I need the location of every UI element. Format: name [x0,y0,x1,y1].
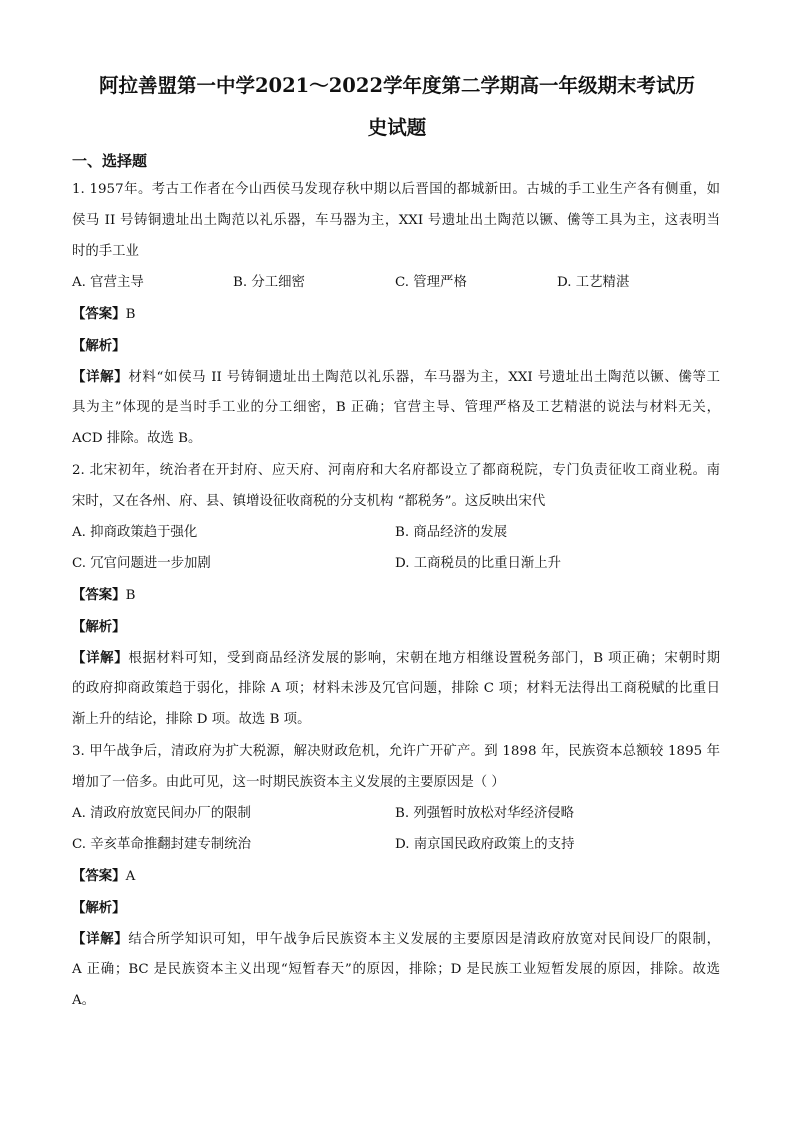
q2-option-b: B. 商品经济的发展 [395,525,508,540]
q3-stem-line-1: 3. 甲午战争后，清政府为扩大税源，解决财政危机，允许广开矿产。到 1898 年，民族资本总额较 1895 年 [72,744,720,759]
detail-text: 根据材料可知，受到商品经济发展的影响，宋朝在地方相继设置税务部门，B 项正确；宋朝时期 [128,651,721,666]
q2-stem-line-2: 宋时，又在各州、府、县、镇增设征收商税的分支机构 “都税务”。这反映出宋代 [72,494,546,509]
answer-tag: 【答案】 [72,306,126,322]
q1-detail-line-1 [72,368,720,387]
q3-detail-line-2: A 正确；BC 是民族资本主义出现“短暂春天”的原因，排除；D 是民族工业短暂发展的原因，排除。故选 [72,962,720,977]
answer-value: B [125,588,136,603]
detail-tag: 【详解】 [72,369,129,385]
q1-stem-line-3: 时的手工业 [72,244,139,259]
q1-stem-line-2: 侯马 II 号铸铜遗址出土陶范以礼乐器，车马器为主，XXI 号遗址出土陶范以镢、儯等工具为主，这表明当 [72,213,720,228]
q1-option-b: B. 分工细密 [233,275,305,290]
detail-text: 材料“如侯马 II 号铸铜遗址出土陶范以礼乐器，车马器为主，XXI 号遗址出土陶范以镢、儯等工 [128,370,720,385]
answer-value: A [125,869,136,884]
q3-analysis-tag: 【解析】 [72,900,126,916]
q2-option-c: C. 冗官问题进一步加剧 [72,556,211,571]
q2-option-d: D. 工商税员的比重日渐上升 [395,556,562,571]
q2-analysis-tag: 【解析】 [72,619,126,635]
q1-option-a: A. 官营主导 [72,275,144,290]
page-title-line-2: 史试题 [367,116,427,139]
page-title-line-1: 阿拉善盟第一中学2021～2022学年度第二学期高一年级期末考试历 [98,74,696,97]
q2-answer [72,586,135,605]
q3-detail-line-1 [72,930,720,949]
q1-analysis-tag: 【解析】 [72,338,126,354]
q2-detail-line-3: 渐上升的结论，排除 D 项。故选 B 项。 [72,712,311,727]
q3-option-c: C. 辛亥革命推翻封建专制统治 [72,837,251,852]
answer-tag: 【答案】 [72,587,126,603]
detail-text: 结合所学知识可知，甲午战争后民族资本主义发展的主要原因是清政府放宽对民间设厂的限制， [128,932,721,947]
q2-detail-line-2: 的政府抑商政策趋于弱化，排除 A 项；材料未涉及冗官问题，排除 C 项；材料无法得出工商税赋的比重日 [72,681,720,696]
answer-value: B [125,307,136,322]
detail-tag: 【详解】 [72,650,129,666]
q1-stem-line-1: 1. 1957年。考古工作者在今山西侯马发现存秋中期以后晋国的都城新田。古城的手工业生产各有侧重，如 [72,182,720,197]
q3-detail-line-3: A。 [72,993,96,1008]
q3-answer [72,867,135,886]
answer-tag: 【答案】 [72,868,126,884]
q1-option-d: D. 工艺精湛 [557,275,630,290]
q3-option-d: D. 南京国民政府政策上的支持 [395,837,575,852]
q2-option-a: A. 抑商政策趋于强化 [72,525,198,540]
q3-option-a: A. 清政府放宽民间办厂的限制 [72,806,251,821]
q1-detail-line-2: 具为主”体现的是当时手工业的分工细密，B 正确；官营主导、管理严格及工艺精湛的说法与材料无关， [72,400,720,415]
detail-tag: 【详解】 [72,931,129,947]
q1-option-c: C. 管理严格 [395,275,467,290]
q3-stem-line-2: 增加了一倍多。由此可见，这一时期民族资本主义发展的主要原因是（ ） [72,775,505,790]
q2-detail-line-1 [72,649,720,668]
q1-detail-line-3: ACD 排除。故选 B。 [72,431,202,446]
q1-answer [72,305,135,324]
section-heading: 一、选择题 [72,152,148,170]
q3-option-b: B. 列强暂时放松对华经济侵略 [395,806,575,821]
q2-stem-line-1: 2. 北宋初年，统治者在开封府、应天府、河南府和大名府都设立了都商税院，专门负责征收工商业税。南 [72,463,720,478]
